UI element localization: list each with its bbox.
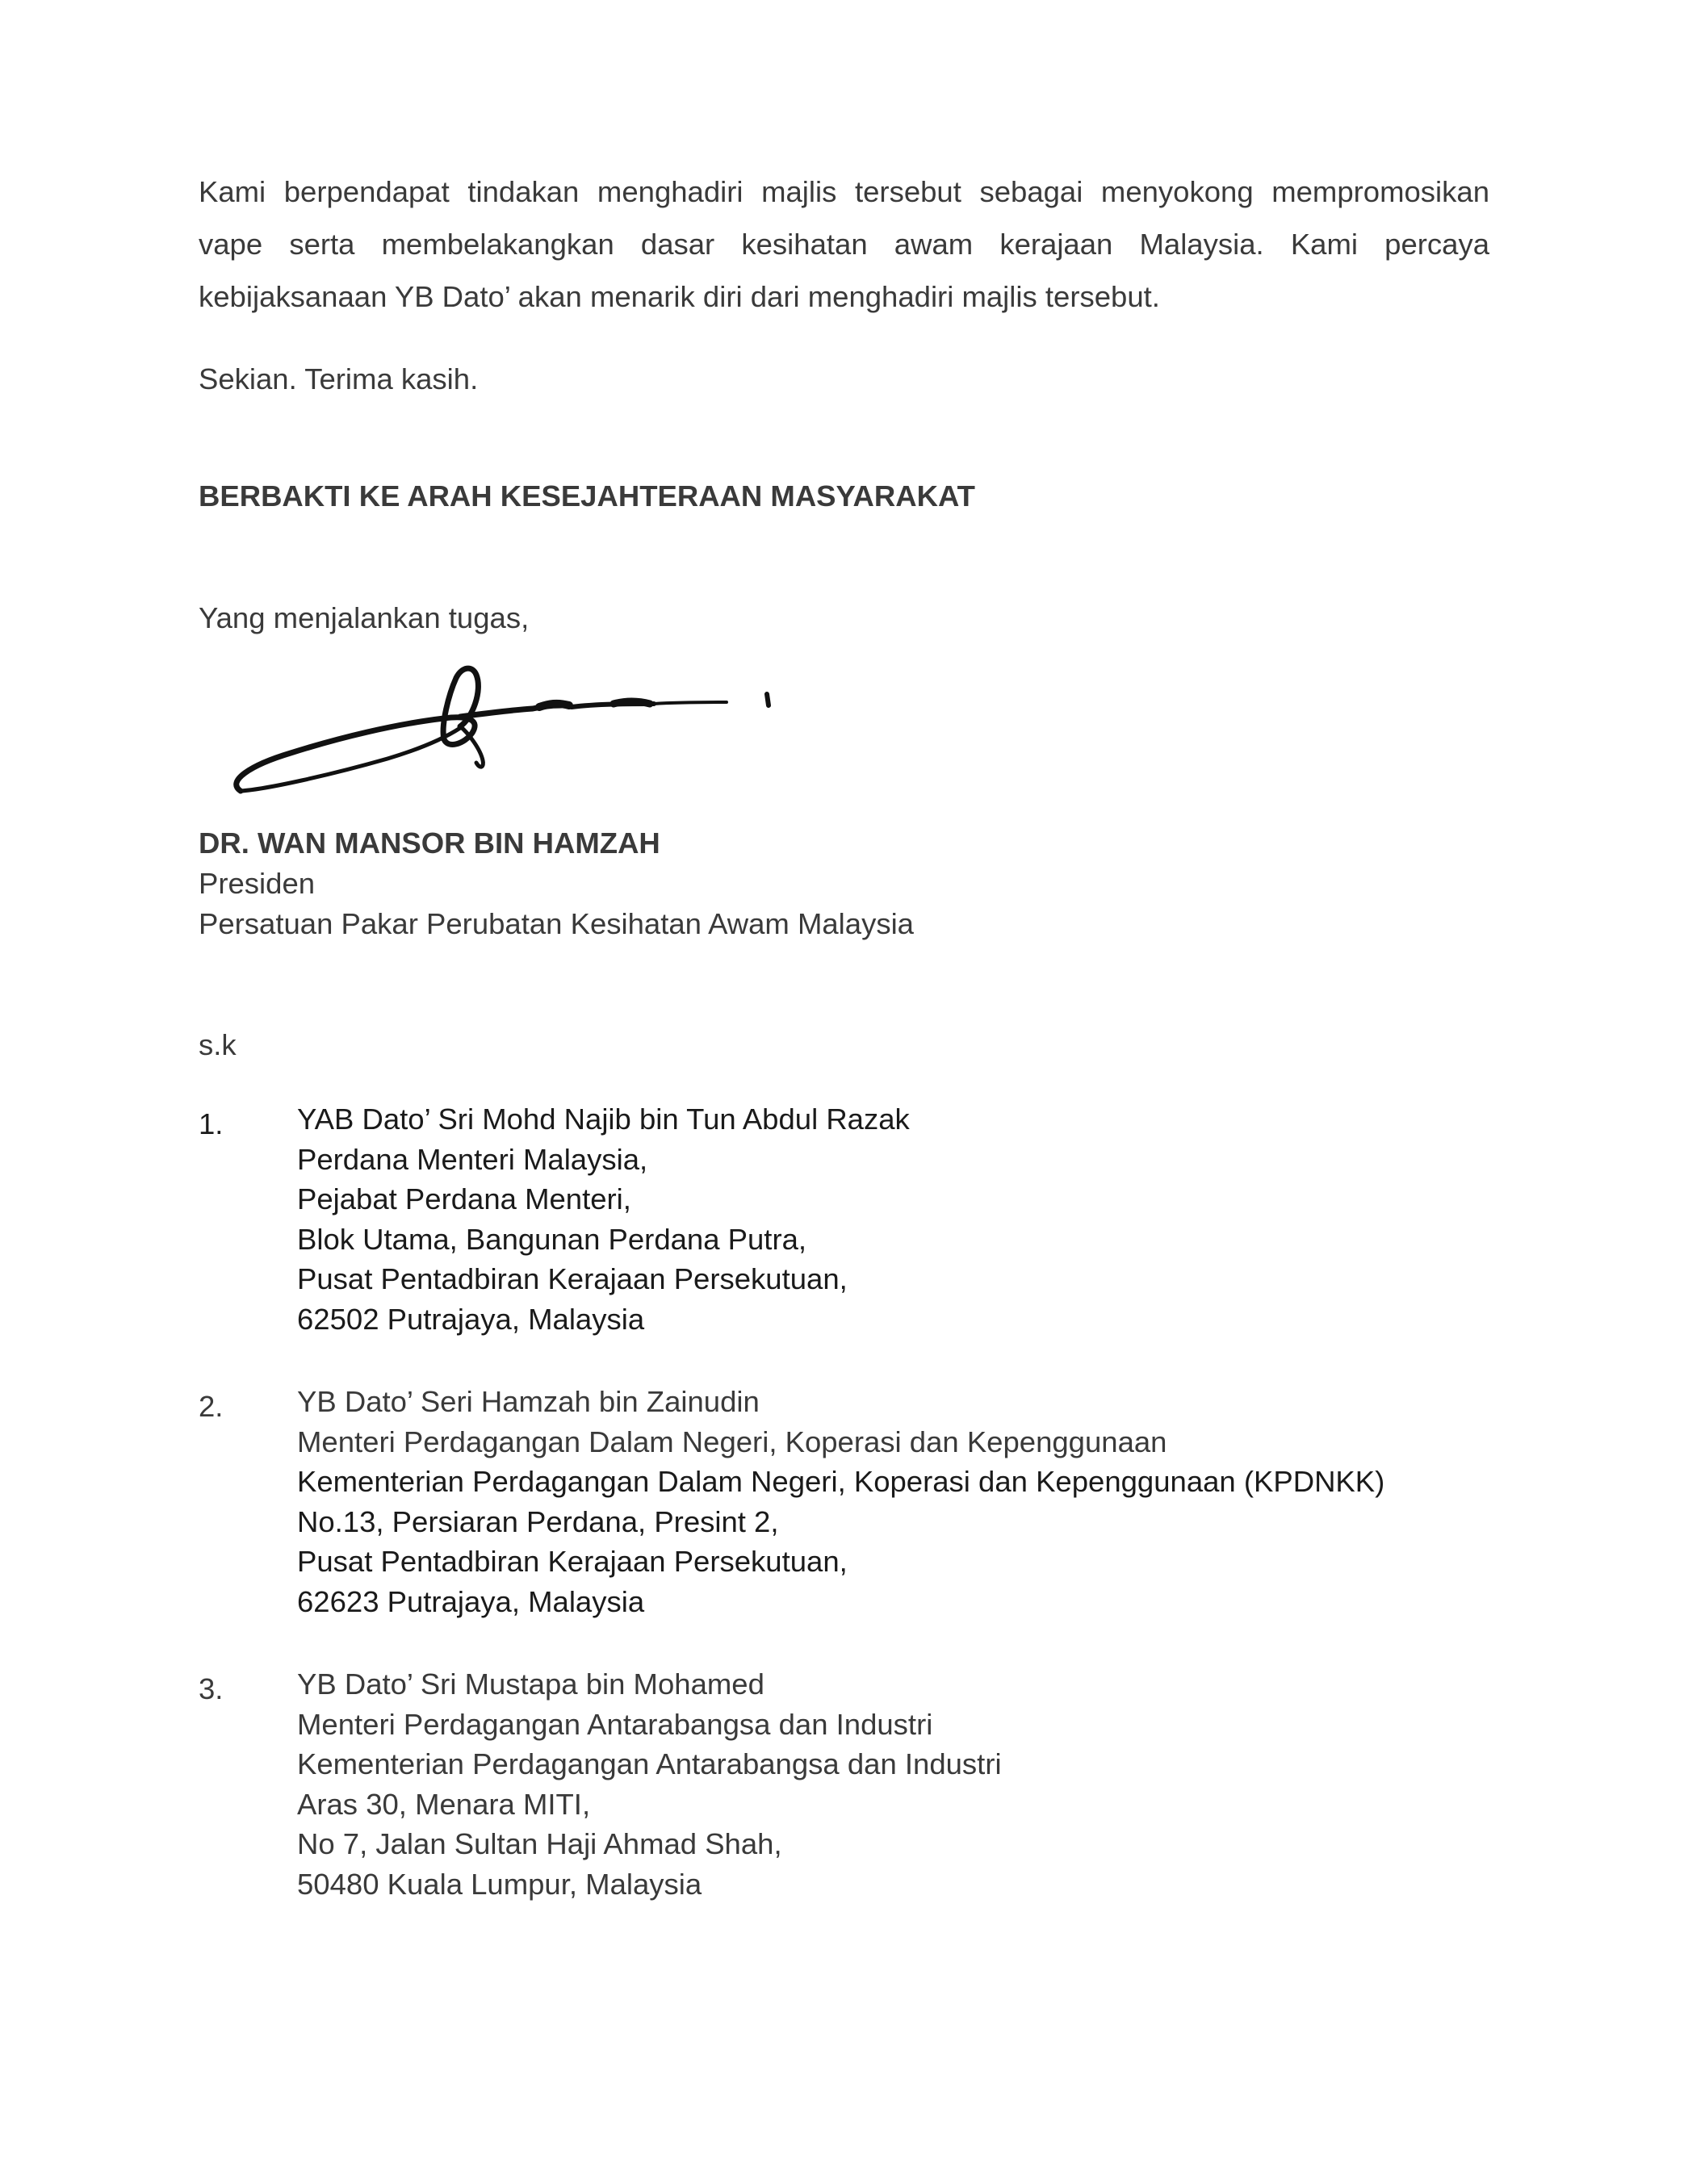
address-line: Kementerian Perdagangan Antarabangsa dan Industri [297, 1747, 1002, 1780]
address-line: YB Dato’ Seri Hamzah bin Zainudin [297, 1385, 760, 1418]
cc-item-number: 3. [199, 1672, 224, 1705]
handwritten-signature [202, 638, 791, 823]
paragraph-line: vape serta membelakangkan dasar kesihatan awam kerajaan Malaysia. Kami percaya [199, 228, 1489, 261]
cc-recipient-address [297, 1382, 1384, 1621]
address-line: Kementerian Perdagangan Dalam Negeri, Koperasi dan Kepenggunaan (KPDNKK) [297, 1465, 1385, 1498]
signatory-organization: Persatuan Pakar Perubatan Kesihatan Awam Malaysia [199, 907, 914, 940]
address-line: 62623 Putrajaya, Malaysia [297, 1584, 645, 1618]
address-line: Perdana Menteri Malaysia, [297, 1142, 648, 1176]
address-line: No.13, Persiaran Perdana, Presint 2, [297, 1504, 779, 1538]
cc-label: s.k [199, 1028, 237, 1061]
address-line: Pusat Pentadbiran Kerajaan Persekutuan, [297, 1545, 848, 1578]
address-line: No 7, Jalan Sultan Haji Ahmad Shah, [297, 1827, 782, 1860]
sign-off-text: Yang menjalankan tugas, [199, 601, 530, 634]
address-line: YB Dato’ Sri Mustapa bin Mohamed [297, 1667, 764, 1701]
signatory-title: Presiden [199, 867, 316, 900]
cc-recipient-address [297, 1099, 910, 1339]
cc-item-number: 2. [199, 1390, 224, 1423]
paragraph-line: kebijaksanaan YB Dato’ akan menarik diri dari menghadiri majlis tersebut. [199, 280, 1160, 313]
cc-item-number: 1. [199, 1107, 224, 1140]
body-paragraph [199, 165, 1489, 323]
motto-heading: BERBAKTI KE ARAH KESEJAHTERAAN MASYARAKAT [199, 479, 975, 513]
address-line: 62502 Putrajaya, Malaysia [297, 1302, 645, 1336]
address-line: Pejabat Perdana Menteri, [297, 1182, 631, 1215]
cc-recipient-address [297, 1664, 1002, 1904]
signatory-name: DR. WAN MANSOR BIN HAMZAH [199, 826, 660, 860]
paragraph-line: Kami berpendapat tindakan menghadiri majlis tersebut sebagai menyokong mempromosikan [199, 175, 1489, 208]
address-line: Menteri Perdagangan Dalam Negeri, Koperasi dan Kepenggunaan [297, 1425, 1167, 1458]
address-line: Aras 30, Menara MITI, [297, 1787, 591, 1821]
address-line: Pusat Pentadbiran Kerajaan Persekutuan, [297, 1262, 848, 1295]
address-line: Blok Utama, Bangunan Perdana Putra, [297, 1222, 807, 1256]
closing-text: Sekian. Terima kasih. [199, 362, 479, 395]
address-line: Menteri Perdagangan Antarabangsa dan Industri [297, 1707, 933, 1741]
address-line: 50480 Kuala Lumpur, Malaysia [297, 1867, 702, 1901]
address-line: YAB Dato’ Sri Mohd Najib bin Tun Abdul Razak [297, 1102, 910, 1136]
